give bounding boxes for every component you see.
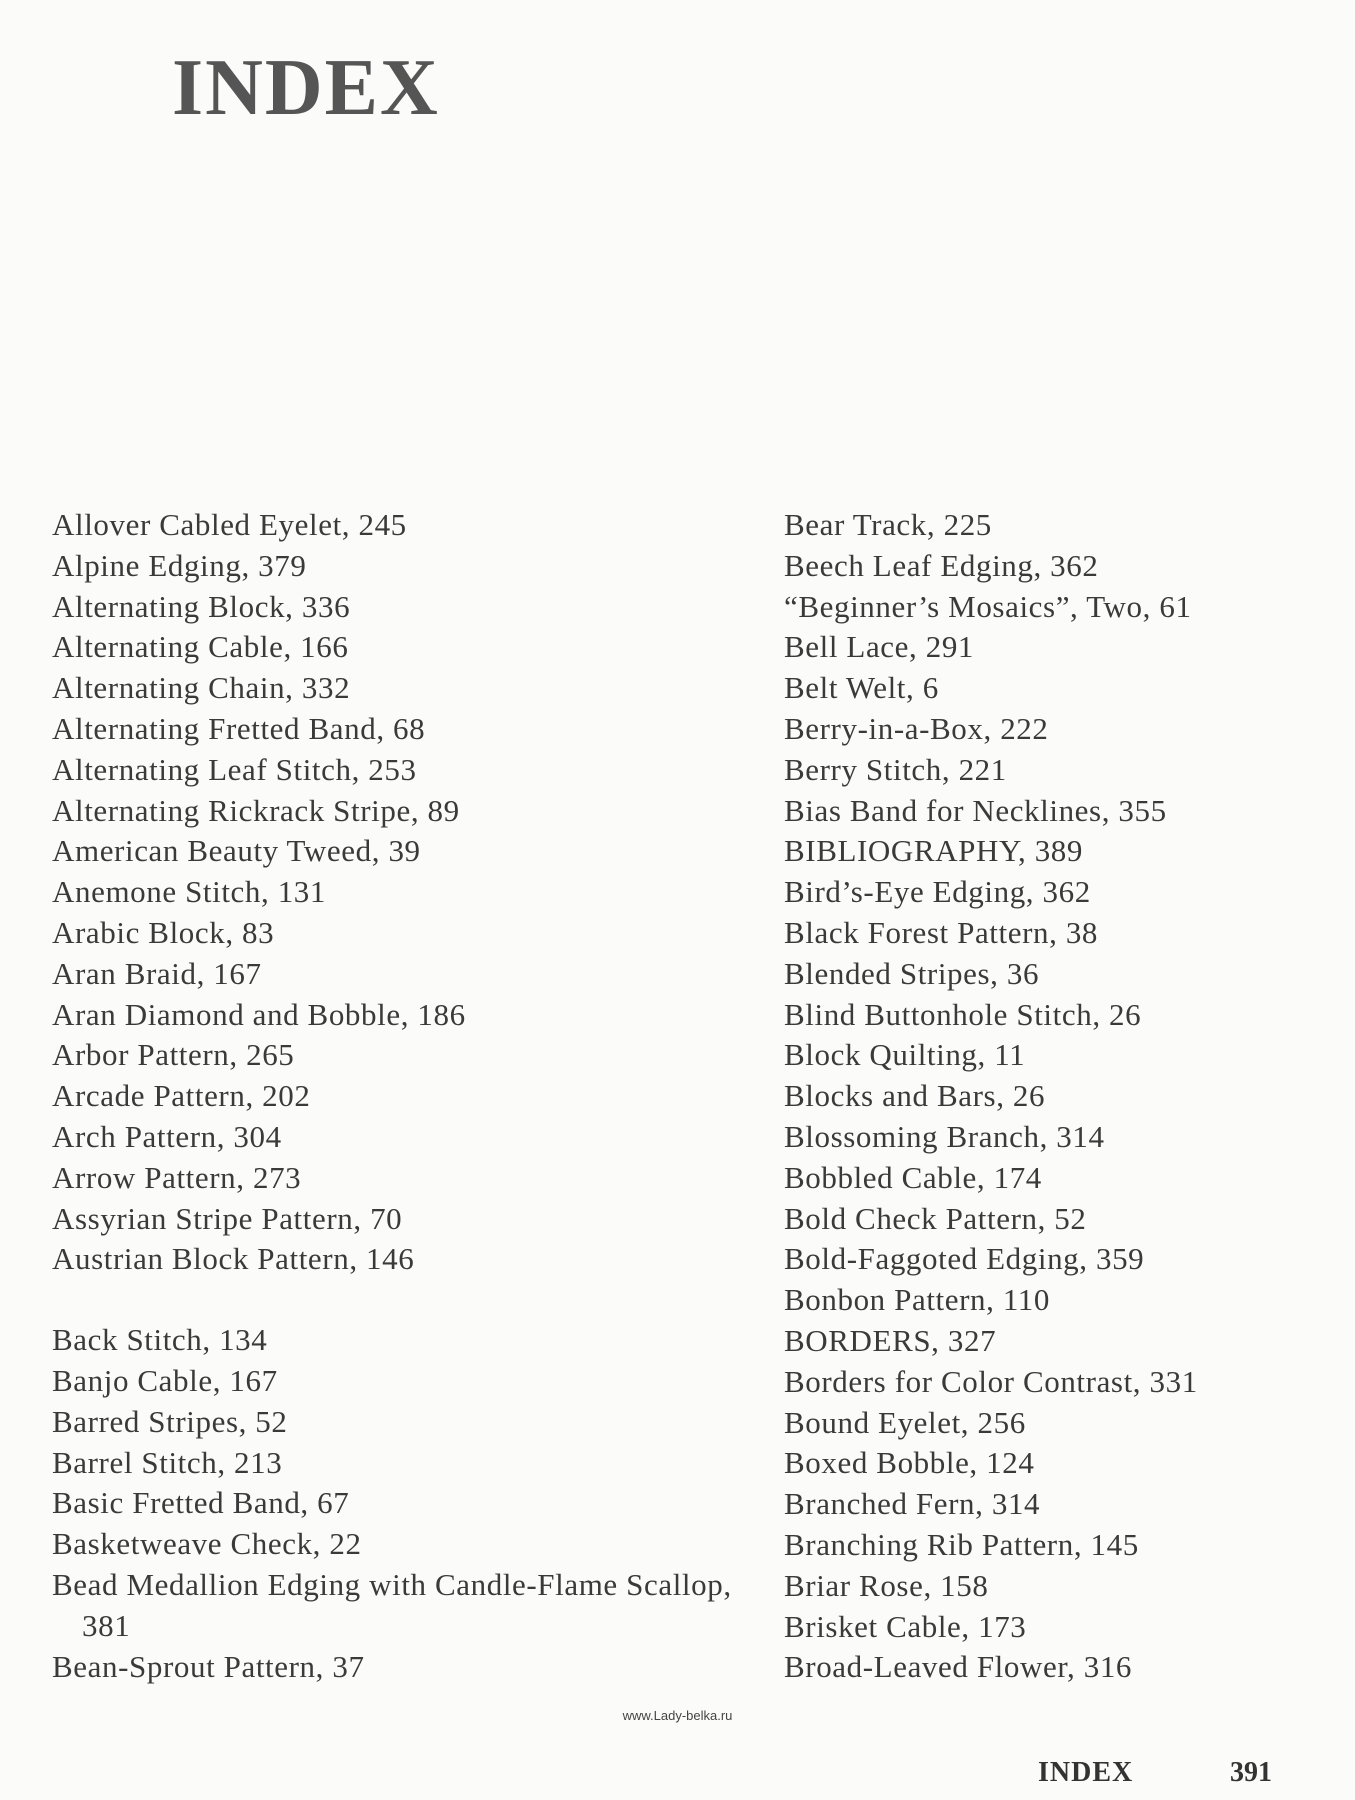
index-entry: Alpine Edging, 379 bbox=[52, 547, 307, 583]
index-entry: Blind Buttonhole Stitch, 26 bbox=[784, 996, 1142, 1032]
index-entry: Beech Leaf Edging, 362 bbox=[784, 547, 1099, 583]
running-footer-label: INDEX bbox=[1038, 1757, 1134, 1788]
index-entry: Blended Stripes, 36 bbox=[784, 955, 1040, 991]
index-entry: Austrian Block Pattern, 146 bbox=[52, 1241, 415, 1277]
index-entry: Bird’s-Eye Edging, 362 bbox=[784, 874, 1091, 910]
index-entry: Alternating Cable, 166 bbox=[52, 629, 349, 665]
index-column-right bbox=[784, 505, 1344, 1688]
index-entry: Alternating Fretted Band, 68 bbox=[52, 710, 426, 746]
index-entry: Bobbled Cable, 174 bbox=[784, 1159, 1042, 1195]
index-entry: Bead Medallion Edging with Candle-Flame Scallop, 381 bbox=[52, 1566, 732, 1643]
index-entry: “Beginner’s Mosaics”, Two, 61 bbox=[784, 588, 1192, 624]
index-entry: Basic Fretted Band, 67 bbox=[52, 1485, 350, 1521]
index-entry: Alternating Block, 336 bbox=[52, 588, 351, 624]
page-title: INDEX bbox=[172, 44, 440, 132]
index-entry: Berry Stitch, 221 bbox=[784, 751, 1007, 787]
index-entry: Bias Band for Necklines, 355 bbox=[784, 792, 1167, 828]
index-entry: Arrow Pattern, 273 bbox=[52, 1159, 302, 1195]
index-entry: Belt Welt, 6 bbox=[784, 670, 939, 706]
index-entry: Arabic Block, 83 bbox=[52, 914, 275, 950]
index-entry: Berry-in-a-Box, 222 bbox=[784, 710, 1049, 746]
index-entry: Blossoming Branch, 314 bbox=[784, 1118, 1105, 1154]
index-column-left bbox=[52, 505, 732, 1687]
index-entry: Barred Stripes, 52 bbox=[52, 1403, 288, 1439]
index-entry: Borders for Color Contrast, 331 bbox=[784, 1363, 1198, 1399]
index-entry: Block Quilting, 11 bbox=[784, 1037, 1026, 1073]
watermark-url: www.Lady-belka.ru bbox=[622, 1708, 733, 1723]
index-entry: American Beauty Tweed, 39 bbox=[52, 833, 421, 869]
index-entry: Broad-Leaved Flower, 316 bbox=[784, 1649, 1133, 1685]
index-entry: Arcade Pattern, 202 bbox=[52, 1078, 311, 1114]
index-entry: BORDERS, 327 bbox=[784, 1322, 997, 1358]
index-entry: Bold Check Pattern, 52 bbox=[784, 1200, 1087, 1236]
index-entry: Aran Diamond and Bobble, 186 bbox=[52, 996, 466, 1032]
index-entry: Bean-Sprout Pattern, 37 bbox=[52, 1648, 365, 1684]
index-entry: Banjo Cable, 167 bbox=[52, 1362, 278, 1398]
index-entry: Bell Lace, 291 bbox=[784, 629, 975, 665]
index-entry: Briar Rose, 158 bbox=[784, 1567, 989, 1603]
index-entry: Bonbon Pattern, 110 bbox=[784, 1282, 1050, 1318]
index-entry: Back Stitch, 134 bbox=[52, 1322, 268, 1358]
index-entry: Allover Cabled Eyelet, 245 bbox=[52, 507, 407, 542]
index-entry: Basketweave Check, 22 bbox=[52, 1526, 362, 1562]
index-entry: Assyrian Stripe Pattern, 70 bbox=[52, 1200, 403, 1236]
index-entry: Branching Rib Pattern, 145 bbox=[784, 1526, 1139, 1562]
index-entry: Branched Fern, 314 bbox=[784, 1486, 1041, 1522]
index-entry: BIBLIOGRAPHY, 389 bbox=[784, 833, 1083, 869]
index-entry: Bound Eyelet, 256 bbox=[784, 1404, 1026, 1440]
index-entry: Bear Track, 225 bbox=[784, 507, 992, 542]
index-entry: Alternating Rickrack Stripe, 89 bbox=[52, 792, 460, 828]
page-number: 391 bbox=[1230, 1757, 1272, 1788]
index-entry: Brisket Cable, 173 bbox=[784, 1608, 1027, 1644]
index-entry: Alternating Leaf Stitch, 253 bbox=[52, 751, 417, 787]
index-entry: Alternating Chain, 332 bbox=[52, 670, 351, 706]
index-entry: Aran Braid, 167 bbox=[52, 955, 262, 991]
index-entry: Black Forest Pattern, 38 bbox=[784, 914, 1099, 950]
index-entry: Boxed Bobble, 124 bbox=[784, 1445, 1035, 1481]
index-entry: Arch Pattern, 304 bbox=[52, 1118, 282, 1154]
index-entry: Bold-Faggoted Edging, 359 bbox=[784, 1241, 1145, 1277]
index-entry: Barrel Stitch, 213 bbox=[52, 1444, 283, 1480]
index-entry: Anemone Stitch, 131 bbox=[52, 874, 327, 910]
index-entry: Arbor Pattern, 265 bbox=[52, 1037, 295, 1073]
index-entry: Blocks and Bars, 26 bbox=[784, 1078, 1046, 1114]
